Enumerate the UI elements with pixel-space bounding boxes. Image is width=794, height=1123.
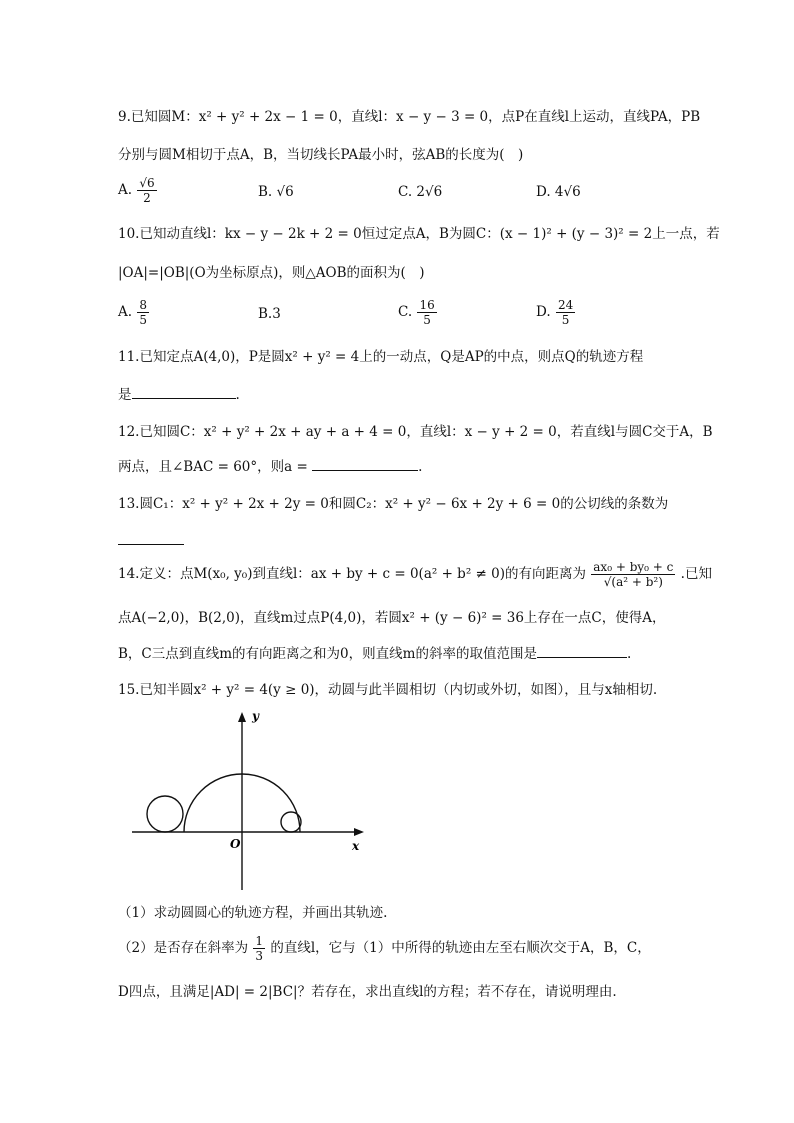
external-tangent-circle	[147, 796, 183, 832]
q10-line1: 10.已知动直线l：kx − y − 2k + 2 = 0恒过定点A，B为圆C：(x − 1)² + (y − 3)² = 2上一点，若	[118, 226, 720, 242]
q15-line1: 15.已知半圆x² + y² = 4(y ≥ 0)，动圆与此半圆相切（内切或外切，如图），且与x轴相切.	[118, 682, 658, 698]
q15-part2-line1: （2）是否存在斜率为 $\frac{1}{3}$ 的直线l，它与（1）中所得的轨迹由左至右顺次交于A，B，C，	[118, 934, 651, 963]
q9-option-b: B. √6	[258, 184, 294, 200]
q12-line2: 两点，且∠BAC = 60°，则a = .	[118, 459, 423, 475]
q10-option-b: B.3	[258, 306, 281, 322]
q12-line1: 12.已知圆C：x² + y² + 2x + ay + a + 4 = 0，直线l：x − y + 2 = 0，若直线l与圆C交于A，B	[118, 424, 713, 440]
x-axis-label: x	[352, 839, 360, 853]
q10-option-c: C. $\frac{16}{5}$	[398, 298, 435, 327]
origin-label: O	[230, 837, 241, 851]
q13-answer-blank	[118, 532, 184, 545]
q12-answer-blank	[312, 458, 418, 471]
x-axis-arrow-icon	[354, 828, 364, 836]
q9-option-d: D. 4√6	[536, 184, 581, 200]
q13-line2	[118, 532, 184, 550]
q14-answer-blank	[537, 645, 627, 658]
q15-part1: （1）求动圆圆心的轨迹方程，并画出其轨迹.	[118, 905, 388, 921]
q9-option-a: A. $\frac{√6}{2}$	[118, 176, 155, 205]
y-axis-label: y	[252, 709, 259, 723]
q13-line1: 13.圆C₁：x² + y² + 2x + 2y = 0和圆C₂：x² + y² − 6x + 2y + 6 = 0的公切线的条数为	[118, 496, 669, 512]
y-axis-arrow-icon	[238, 712, 246, 722]
q15-part2-line2: D四点，且满足|AD| = 2|BC|？若存在，求出直线l的方程；若不存在，请说明理由.	[118, 984, 617, 1000]
q11-answer-blank	[132, 386, 236, 399]
q11-line2: 是 .	[118, 387, 240, 403]
q15-figure	[118, 706, 378, 892]
q14-line2: 点A(−2,0)，B(2,0)，直线m过点P(4,0)，若圆x² + (y − 6)² = 36上存在一点C，使得A，	[118, 610, 666, 626]
q14-line3: B，C三点到直线m的有向距离之和为0，则直线m的斜率的取值范围是 .	[118, 646, 632, 662]
q9-line1: 9.已知圆M：x² + y² + 2x − 1 = 0，直线l：x − y − 3 = 0，点P在直线l上运动，直线PA，PB	[118, 109, 701, 125]
q9-line2: 分别与圆M相切于点A，B，当切线长PA最小时，弦AB的长度为( )	[118, 147, 524, 163]
q9-option-c: C. 2√6	[398, 184, 443, 200]
q14-line1: 14.定义：点M(x₀, y₀)到直线l：ax + by + c = 0(a² + b² ≠ 0)的有向距离为 $\frac{\text{ax₀ + by₀ + c}}{\text{√(a² + b²)}}$ .已知	[118, 560, 712, 589]
q10-option-d: D. $\frac{24}{5}$	[536, 298, 574, 327]
q11-line1: 11.已知定点A(4,0)，P是圆x² + y² = 4上的一动点，Q是AP的中点，则点Q的轨迹方程	[118, 349, 644, 365]
q10-line2: |OA|=|OB|(O为坐标原点)，则△AOB的面积为( )	[118, 265, 425, 281]
q10-option-a: A. $\frac{8}{5}$	[118, 298, 147, 327]
internal-tangent-circle	[281, 812, 301, 832]
